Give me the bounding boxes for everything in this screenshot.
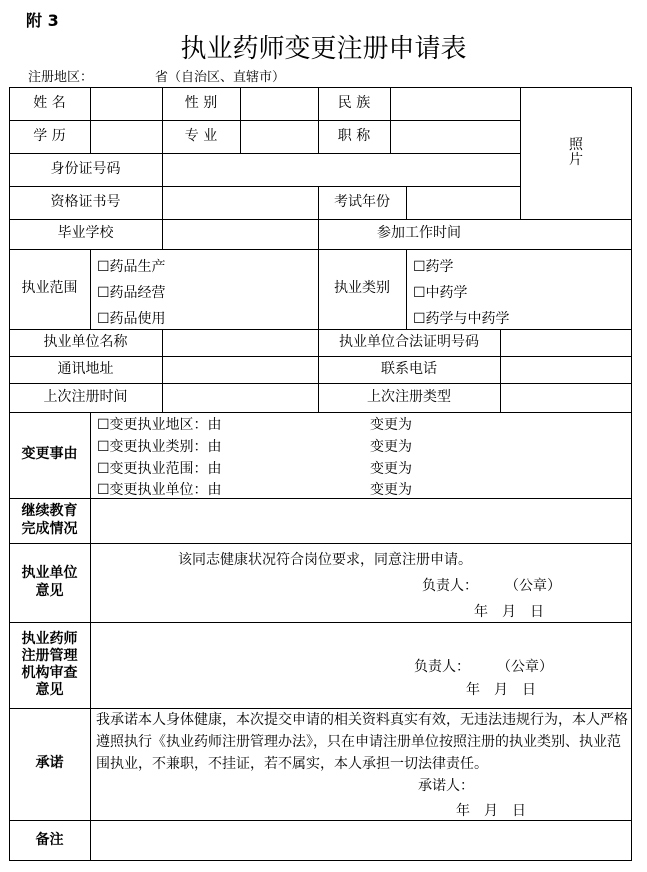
change-region-to: 变更为 (370, 417, 412, 433)
region-label: 注册地区： (28, 70, 94, 85)
employer-seal: （公章） (505, 578, 561, 594)
cert-number-label: 资格证书号 (50, 193, 121, 210)
employer-date: 年 月 日 (474, 604, 544, 620)
scope-option-distribution[interactable]: ☐药品经营 (97, 285, 166, 301)
category-option-both[interactable]: ☐药学与中药学 (413, 311, 510, 327)
pledge-signer: 承诺人： (418, 778, 474, 794)
last-reg-time-label: 上次注册时间 (43, 388, 128, 405)
agency-seal: （公章） (497, 659, 553, 675)
agency-signer: 负责人： (414, 659, 470, 675)
practice-scope-label: 执业范围 (21, 280, 78, 297)
pledge-date: 年 月 日 (456, 803, 526, 819)
pledge-text: 我承诺本人身体健康，本次提交申请的相关资料真实有效，无违法违规行为，本人严格遵照执行《执业药师注册管理办法》，只在申请注册单位按照注册的执业类别、执业范围执业，不兼职，不挂证，若不属实，本人承担一切法律责任。 (96, 712, 628, 772)
employer-opinion-statement: 该同志健康状况符合岗位要求，同意注册申请。 (178, 552, 472, 568)
name-label: 姓 名 (33, 94, 66, 111)
last-reg-type-label: 上次注册类型 (367, 388, 451, 405)
region-suffix: 省（自治区、直辖市） (155, 70, 286, 85)
change-region-option[interactable]: ☐变更执业地区：由 (97, 417, 222, 433)
photo-area[interactable]: 照 片 (569, 136, 583, 168)
major-label: 专 业 (184, 127, 218, 144)
category-option-tcm[interactable]: ☐中药学 (413, 285, 468, 301)
id-number-label: 身份证号码 (50, 160, 121, 177)
change-employer-option[interactable]: ☐变更执业单位：由 (97, 482, 222, 498)
change-reason-label: 变更事由 (21, 446, 78, 463)
gender-label: 性 别 (184, 94, 218, 111)
change-category-option[interactable]: ☐变更执业类别：由 (97, 439, 222, 455)
employer-name-label: 执业单位名称 (43, 333, 128, 350)
category-option-pharmacy[interactable]: ☐药学 (413, 259, 454, 275)
school-label: 毕业学校 (57, 225, 114, 242)
employer-signer: 负责人： (422, 578, 478, 594)
title-rank-label: 职 称 (337, 127, 371, 144)
exam-year-label: 考试年份 (334, 193, 390, 210)
change-scope-option[interactable]: ☐变更执业范围：由 (97, 461, 222, 477)
continuing-edu-label: 继续教育 完成情况 (21, 503, 78, 537)
agency-opinion-label: 执业药师 注册管理 机构审查 意见 (21, 631, 78, 698)
remarks-label: 备注 (35, 831, 64, 848)
education-label: 学 历 (33, 127, 66, 144)
address-label: 通讯地址 (57, 360, 114, 377)
work-start-label: 参加工作时间 (377, 225, 461, 242)
change-scope-to: 变更为 (370, 461, 412, 477)
employer-opinion-label: 执业单位 意见 (21, 565, 78, 599)
ethnicity-label: 民 族 (337, 94, 371, 111)
scope-option-production[interactable]: ☐药品生产 (97, 259, 166, 275)
change-category-to: 变更为 (370, 439, 412, 455)
practice-category-label: 执业类别 (334, 280, 390, 297)
employer-license-label: 执业单位合法证明号码 (339, 333, 479, 350)
change-employer-to: 变更为 (370, 482, 412, 498)
phone-label: 联系电话 (381, 360, 437, 377)
pledge-label: 承诺 (35, 755, 64, 772)
agency-date: 年 月 日 (466, 682, 536, 698)
scope-option-use[interactable]: ☐药品使用 (97, 311, 166, 327)
annex-label: 附 3 (26, 11, 59, 30)
form-title: 执业药师变更注册申请表 (180, 34, 467, 64)
